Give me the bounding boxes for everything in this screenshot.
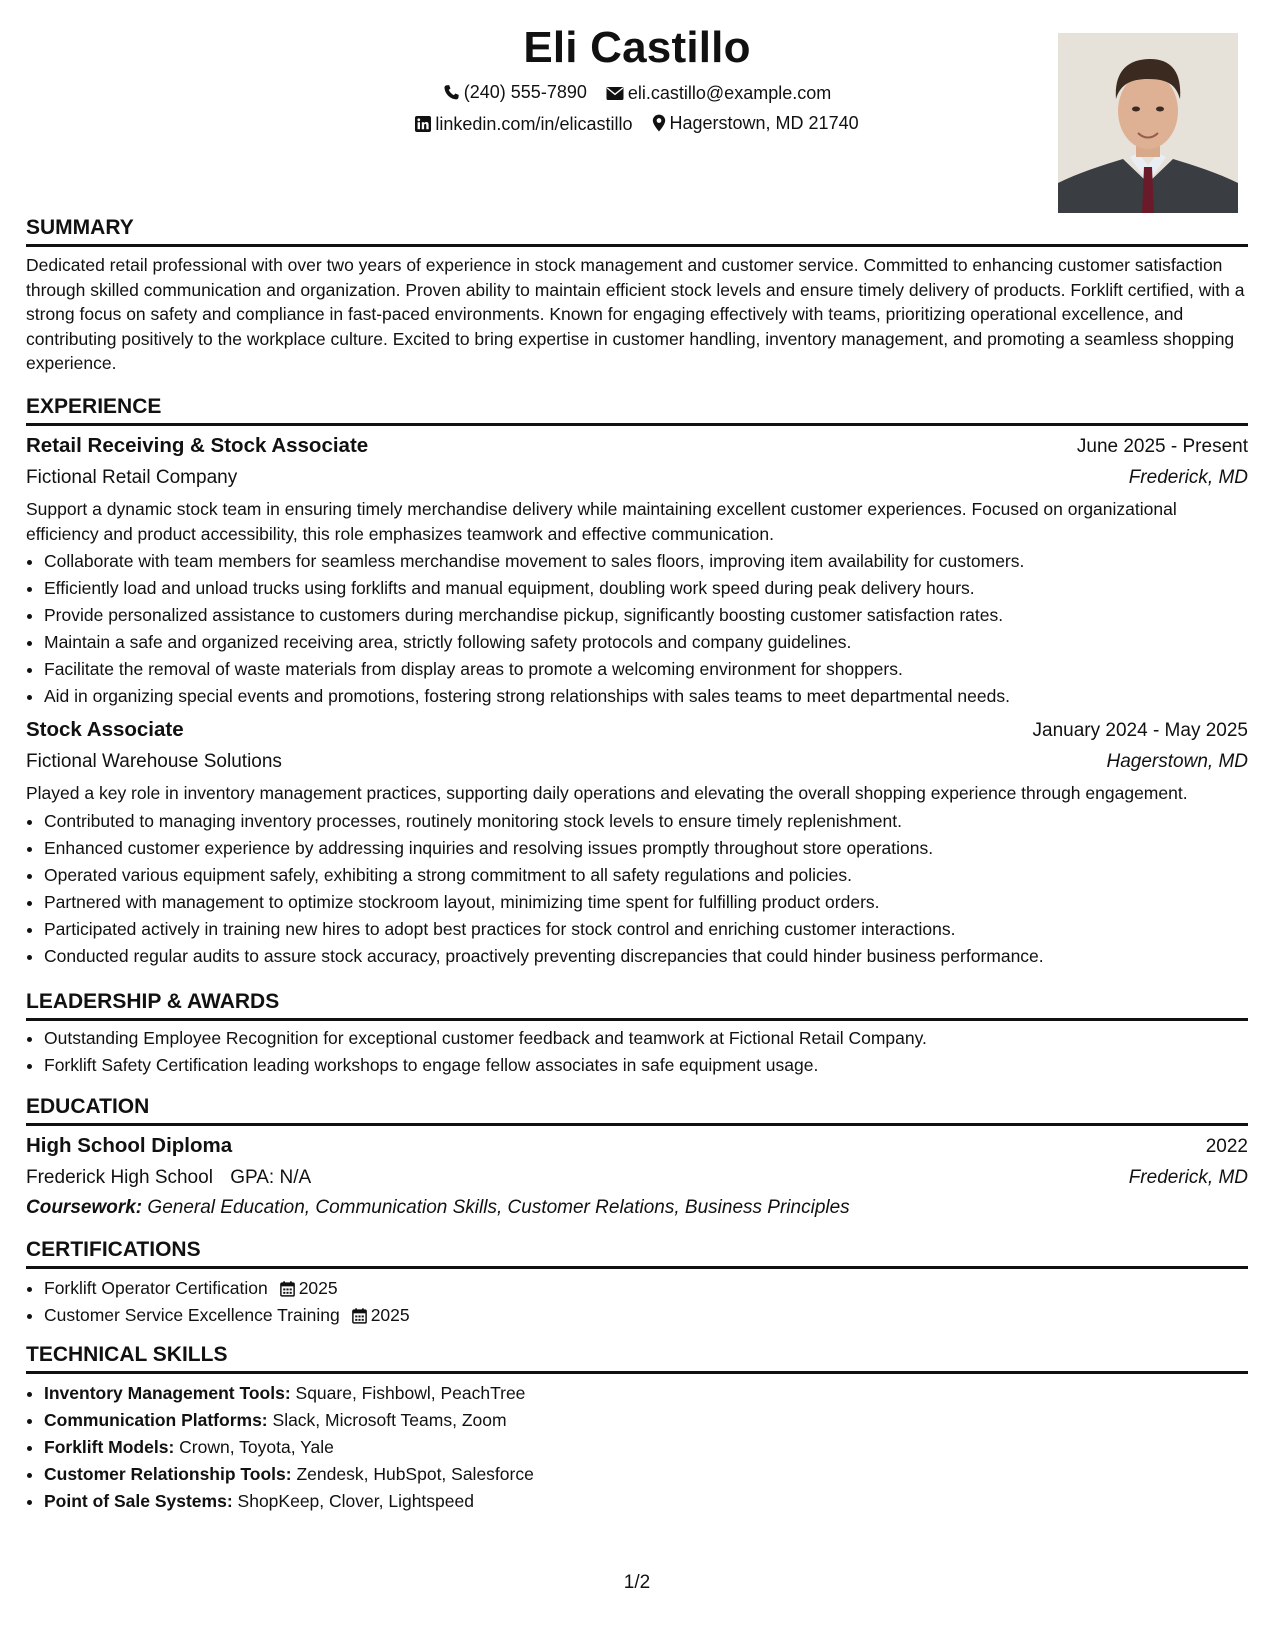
education-section [26,1093,1248,1223]
list-item [44,1407,1248,1434]
skill-label: Communication Platforms: [44,1410,268,1430]
summary-section [26,214,1248,376]
location-contact [652,111,859,135]
job-dates: January 2024 - May 2025 [1032,720,1248,741]
coursework-label: Coursework: [26,1197,143,1218]
summary-text: Dedicated retail professional with over two years of experience in stock management and customer service. Committed to enhancing customer satisfaction through skilled communication and organization. Proven ability to maintain efficient stock levels and ensure timely delivery of products. Forklift certified, with a strong focus on safety and compliance in fast-paced environments. Known for engaging effectively with teams, prioritizing operational excellence, and contributing positively to the workplace culture. Excited to bring expertise in customer handling, inventory management, and promoting a seamless shopping experience. [26,255,1245,373]
list-item: • Partnered with management to optimize stockroom layout, minimizing time spent for fulfilling product orders. [44,889,1248,916]
phone-icon [443,84,460,101]
gpa-text: GPA: N/A [230,1167,312,1188]
job-company: Fictional Retail Company [26,467,238,488]
job-bullets [26,548,1248,710]
cert-name: • Forklift Operator Certification [44,1278,268,1298]
leadership-section [26,988,1248,1079]
job-description: Support a dynamic stock team in ensuring timely merchandise delivery while maintaining excellent customer experiences. Focused on organizational efficiency and product accessibility, this role emphasizes teamwork and effective communication. [26,499,1177,544]
resume-page [26,0,1248,1650]
skills-list [26,1380,1248,1515]
list-item: • Provide personalized assistance to customers during merchandise pickup, significantly boosting customer satisfaction rates. [44,602,1248,629]
experience-section [26,393,1248,970]
calendar-icon [352,1308,367,1324]
list-item: • Aid in organizing special events and promotions, fostering strong relationships with sales teams to meet departmental needs. [44,683,1248,710]
location-text: Hagerstown, MD 21740 [669,113,859,133]
job-location: Frederick, MD [1128,467,1248,488]
cert-year: 2025 [298,1278,338,1298]
envelope-icon [606,86,624,101]
list-item: • Facilitate the removal of waste materials from display areas to promote a welcoming environment for shoppers. [44,656,1248,683]
profile-photo [1058,33,1238,213]
page-number: 1/2 [623,1572,651,1593]
list-item [44,1461,1248,1488]
candidate-name: Eli Castillo [523,23,751,72]
section-title: LEADERSHIP & AWARDS [26,988,1248,1021]
list-item: • Forklift Safety Certification leading workshops to engage fellow associates in safe equipment usage. [44,1052,1248,1079]
list-item: • Efficiently load and unload trucks using forklifts and manual equipment, doubling work speed during peak delivery hours. [44,575,1248,602]
skill-value: Zendesk, HubSpot, Salesforce [296,1464,534,1484]
email-text: eli.castillo@example.com [627,83,832,103]
graduation-year: 2022 [1205,1136,1248,1157]
phone-text: (240) 555-7890 [463,82,587,102]
skill-label: Point of Sale Systems: [44,1491,233,1511]
job-entry [26,714,1248,970]
job-location: Hagerstown, MD [1106,751,1248,772]
list-item [44,1488,1248,1515]
certifications-list [26,1275,1248,1329]
section-title: CERTIFICATIONS [26,1236,1248,1269]
skill-value: Crown, Toyota, Yale [179,1437,334,1457]
section-title: EXPERIENCE [26,393,1248,426]
section-title: SUMMARY [26,214,1248,247]
skill-label: Inventory Management Tools: [44,1383,291,1403]
job-title: Stock Associate [26,718,184,741]
section-title: TECHNICAL SKILLS [26,1341,1248,1374]
skill-value: ShopKeep, Clover, Lightspeed [237,1491,474,1511]
school-location: Frederick, MD [1128,1167,1248,1188]
list-item: • Enhanced customer experience by addressing inquiries and resolving issues promptly throughout store operations. [44,835,1248,862]
job-title: Retail Receiving & Stock Associate [26,434,369,457]
linkedin-text: linkedin.com/in/elicastillo [435,114,633,134]
school-line [26,1163,311,1193]
map-pin-icon [652,114,666,132]
job-description: Played a key role in inventory management practices, supporting daily operations and elevating the overall shopping experience through engagement. [26,783,1188,803]
linkedin-contact[interactable] [415,112,632,136]
list-item [44,1275,1248,1302]
job-company: Fictional Warehouse Solutions [26,751,282,772]
coursework-line [26,1193,1248,1223]
job-dates: June 2025 - Present [1076,436,1248,457]
list-item: • Maintain a safe and organized receiving area, strictly following safety protocols and company guidelines. [44,629,1248,656]
skill-label: Customer Relationship Tools: [44,1464,292,1484]
leadership-bullets [26,1025,1248,1079]
job-entry [26,430,1248,710]
list-item [44,1302,1248,1329]
list-item: • Contributed to managing inventory processes, routinely monitoring stock levels to ensure timely replenishment. [44,808,1248,835]
school-name: Frederick High School [26,1167,213,1188]
degree-title: High School Diploma [26,1134,233,1157]
coursework-text: General Education, Communication Skills, Customer Relations, Business Principles [147,1197,850,1218]
list-item: • Conducted regular audits to assure stock accuracy, proactively preventing discrepancies that could hinder business performance. [44,943,1248,970]
email-contact[interactable] [606,81,831,105]
skill-value: Slack, Microsoft Teams, Zoom [272,1410,507,1430]
cert-name: • Customer Service Excellence Training [44,1305,340,1325]
section-title: EDUCATION [26,1093,1248,1126]
calendar-icon [280,1281,295,1297]
list-item: • Operated various equipment safely, exhibiting a strong commitment to all safety regulations and policies. [44,862,1248,889]
list-item [44,1380,1248,1407]
list-item: • Collaborate with team members for seamless merchandise movement to sales floors, improving item availability for customers. [44,548,1248,575]
certifications-section [26,1236,1248,1329]
skills-section [26,1341,1248,1515]
linkedin-icon [415,116,431,132]
list-item: • Participated actively in training new hires to adopt best practices for stock control and enriching customer interactions. [44,916,1248,943]
job-bullets [26,808,1248,970]
list-item [44,1434,1248,1461]
skill-value: Square, Fishbowl, PeachTree [295,1383,526,1403]
skill-label: Forklift Models: [44,1437,175,1457]
cert-year: 2025 [370,1305,410,1325]
phone-contact[interactable] [443,80,587,104]
list-item: • Outstanding Employee Recognition for exceptional customer feedback and teamwork at Fictional Retail Company. [44,1025,1248,1052]
